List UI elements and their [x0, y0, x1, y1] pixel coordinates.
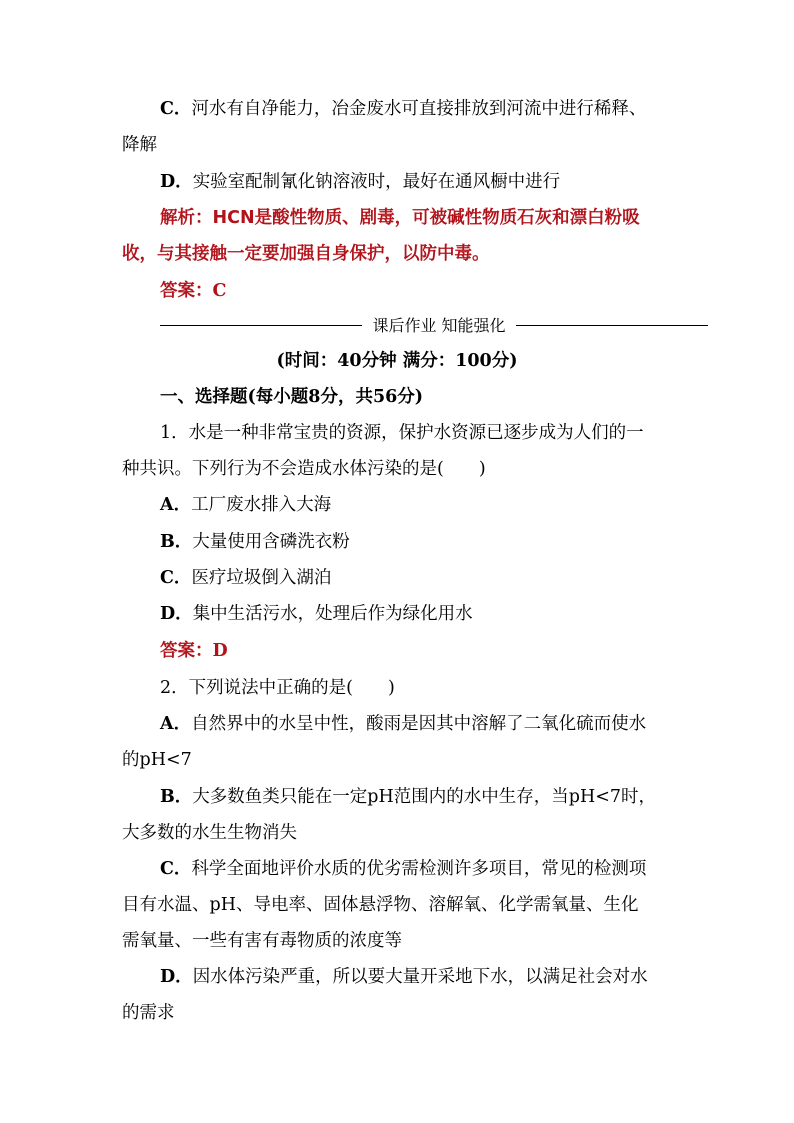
time-info: (时间：40分钟 满分：100分)	[276, 351, 518, 371]
q2-option-a	[160, 712, 646, 736]
answer-label: 答案：	[160, 281, 213, 301]
option-label: A．	[160, 714, 192, 734]
prev-answer	[160, 279, 226, 303]
q1-stem: 1．水是一种非常宝贵的资源，保护水资源已逐步成为人们的一	[160, 423, 644, 443]
prev-option-c-cont: 降解	[122, 135, 157, 155]
q1-option-a	[160, 493, 331, 517]
prev-option-d	[160, 170, 560, 194]
option-label: D．	[160, 172, 193, 192]
option-label: D．	[160, 967, 193, 987]
divider-rule-left	[160, 325, 362, 326]
option-label: C．	[160, 859, 192, 879]
option-label: C．	[160, 99, 192, 119]
option-text: 科学全面地评价水质的优劣需检测许多项目，常见的检测项	[191, 859, 647, 879]
option-text: 大多数鱼类只能在一定pH范围内的水中生存，当pH<7时，	[192, 787, 657, 807]
q1-option-d	[160, 602, 473, 626]
q1-option-c	[160, 566, 331, 590]
q2-option-c-cont2: 需氧量、一些有害有毒物质的浓度等	[122, 931, 402, 951]
q2-option-d-cont: 的需求	[122, 1003, 175, 1023]
answer-value: D	[212, 641, 228, 661]
option-text: 医疗垃圾倒入湖泊	[191, 568, 332, 588]
prev-option-c	[160, 97, 646, 121]
q2-option-c	[160, 857, 646, 881]
q2-option-d	[160, 965, 648, 989]
q1-answer	[160, 639, 228, 663]
option-label: A．	[160, 495, 192, 515]
q2-option-b-cont: 大多数的水生生物消失	[122, 823, 297, 843]
option-text: 工厂废水排入大海	[191, 495, 332, 515]
q2-option-c-cont: 目有水温、pH、导电率、固体悬浮物、溶解氧、化学需氧量、生化	[122, 895, 639, 915]
option-text: 实验室配制氰化钠溶液时，最好在通风橱中进行	[192, 172, 561, 192]
option-text: 河水有自净能力，冶金废水可直接排放到河流中进行稀释、	[191, 99, 647, 119]
option-label: B．	[160, 532, 193, 552]
option-text: 集中生活污水，处理后作为绿化用水	[192, 604, 473, 624]
divider-rule-right	[516, 325, 708, 326]
option-text: 因水体污染严重，所以要大量开采地下水，以满足社会对水	[192, 967, 648, 987]
q1-stem-cont: 种共识。下列行为不会造成水体污染的是( )	[122, 459, 486, 479]
analysis-line-2: 收，与其接触一定要加强自身保护，以防中毒。	[122, 244, 490, 264]
answer-label: 答案：	[160, 641, 213, 661]
answer-value: C	[212, 281, 227, 301]
section-divider-title: 课后作业 知能强化	[372, 316, 506, 335]
option-label: C．	[160, 568, 192, 588]
q2-stem: 2．下列说法中正确的是( )	[160, 678, 395, 698]
option-label: B．	[160, 787, 193, 807]
option-text: 大量使用含磷洗衣粉	[192, 532, 350, 552]
section-divider	[160, 314, 708, 338]
analysis-label: 解析：	[160, 208, 213, 228]
option-text: 自然界中的水呈中性，酸雨是因其中溶解了二氧化硫而使水	[191, 714, 647, 734]
q2-option-b	[160, 785, 656, 809]
option-label: D．	[160, 604, 193, 624]
analysis-line-1	[160, 206, 640, 230]
analysis-text: HCN是酸性物质、剧毒，可被碱性物质石灰和漂白粉吸	[212, 208, 640, 228]
q2-option-a-cont: 的pH<7	[122, 750, 192, 770]
part-heading: 一、选择题(每小题8分，共56分)	[160, 387, 424, 407]
q1-option-b	[160, 530, 350, 554]
